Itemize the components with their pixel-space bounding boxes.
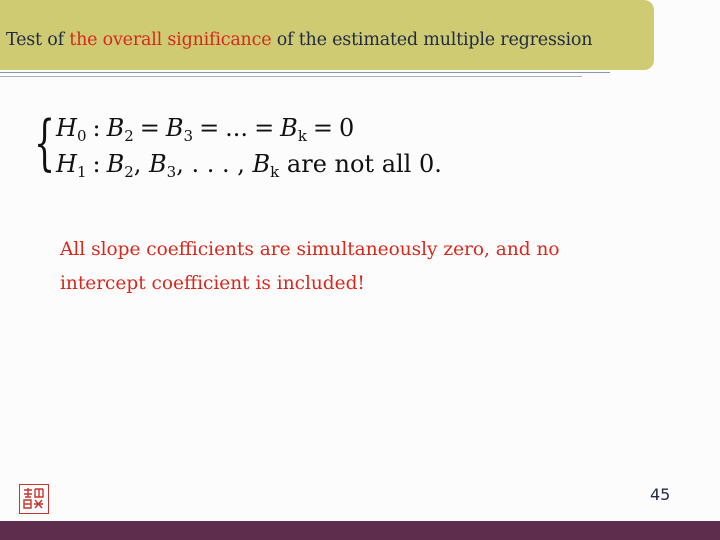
footer-bar — [0, 521, 720, 540]
page-number: 45 — [650, 485, 671, 504]
h0-b3: B — [165, 114, 184, 142]
h1-b2-sub: 2 — [124, 163, 134, 181]
title-prefix: Test of — [6, 30, 70, 50]
title-suffix: of the estimated multiple regression — [271, 30, 593, 50]
h0-b2-sub: 2 — [124, 127, 134, 145]
h0-bk-sub: k — [297, 127, 307, 145]
h0-ellipsis: ... — [225, 114, 249, 142]
h1-text: are not all 0. — [286, 150, 442, 178]
curly-brace: { — [34, 108, 56, 178]
h0-symbol: H — [56, 114, 77, 142]
h1-ellipsis: . . . , — [191, 150, 245, 178]
h1-symbol: H — [56, 150, 77, 178]
title-rule-bottom — [0, 76, 582, 77]
title-bar — [0, 0, 654, 70]
h1-b3: B — [149, 150, 167, 178]
note-text: All slope coefficients are simultaneously zero, and no intercept coefficient is included! — [60, 239, 560, 294]
h1-b3-sub: 3 — [166, 163, 177, 181]
alternative-hypothesis: $H_1$ : $B_2$, $B_3$, . . . , $B_k$ are not all 0. — [56, 150, 442, 181]
h0-b3-sub: 3 — [183, 127, 194, 145]
h0-rhs: 0 — [339, 114, 355, 142]
h0-subscript: 0 — [76, 127, 87, 145]
h1-bk: B — [252, 150, 271, 178]
title-rule-top — [0, 72, 610, 73]
slide-title — [6, 30, 592, 50]
h1-subscript: 1 — [76, 163, 87, 181]
seal-icon — [19, 484, 49, 514]
h0-b2: B — [106, 114, 125, 142]
h1-b2: B — [106, 150, 125, 178]
null-hypothesis: $H_0$ : $B_2 = B_3$ = ... = $B_k = 0$ — [56, 114, 355, 145]
h1-bk-sub: k — [270, 163, 280, 181]
title-highlight: the overall significance — [69, 30, 272, 50]
h0-bk: B — [280, 114, 298, 142]
